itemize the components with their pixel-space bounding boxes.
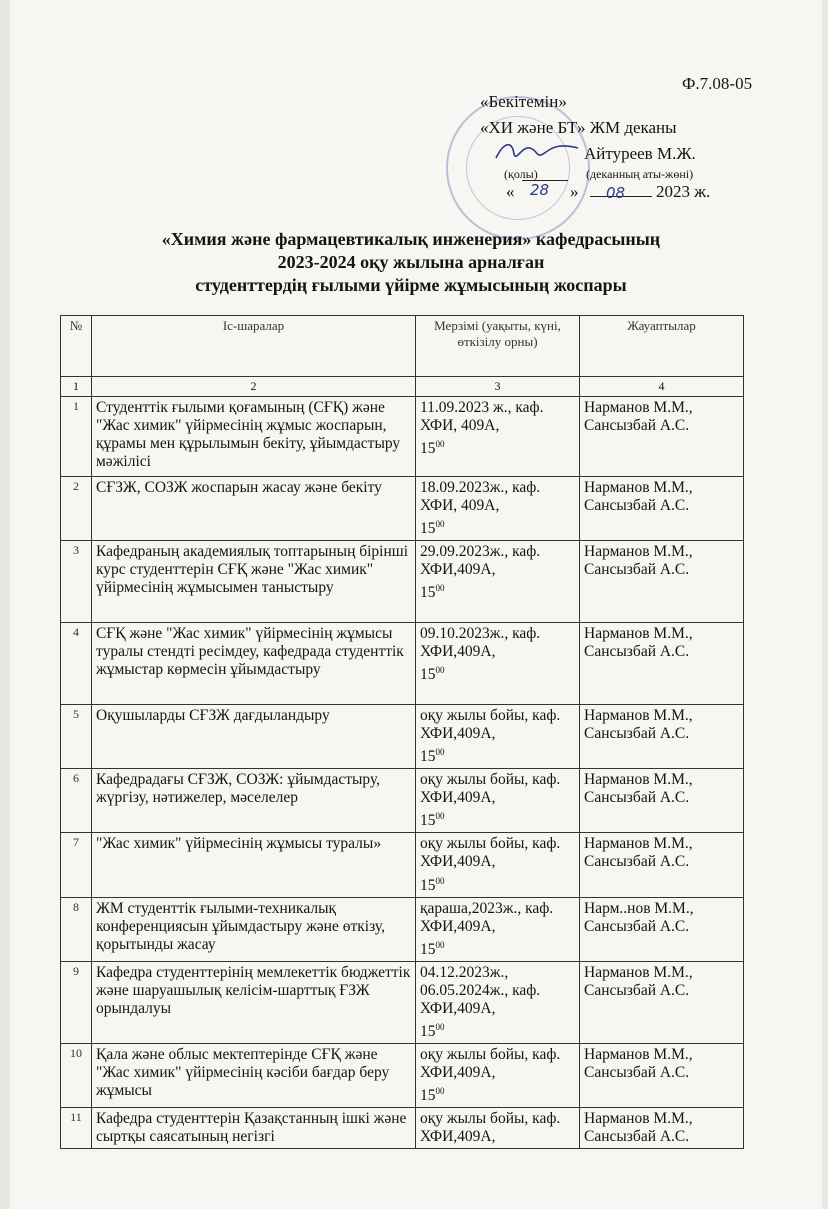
- row-time-minutes: 00: [435, 519, 445, 529]
- row-number: 7: [61, 833, 92, 897]
- row-time: [420, 812, 445, 829]
- document-title: [40, 228, 782, 297]
- row-time-minutes: 00: [435, 1085, 445, 1096]
- title-line-1: «Химия және фармацевтикалық инженерия» кафедрасының: [161, 229, 661, 249]
- row-time: [420, 877, 445, 894]
- table-row: [61, 961, 744, 1043]
- row-number: 5: [61, 705, 92, 769]
- row-date: [416, 833, 580, 897]
- approval-year: 2023 ж.: [656, 182, 711, 201]
- table-row: [61, 397, 744, 477]
- row-responsible: Нарманов М.М., Сансызбай А.С.: [580, 397, 744, 477]
- table-row: [61, 769, 744, 833]
- row-date: [416, 897, 580, 961]
- row-time-hour: 15: [420, 876, 436, 894]
- row-time-minutes: 00: [435, 583, 445, 594]
- date-close-quote: »: [570, 182, 579, 201]
- row-number: 10: [61, 1043, 92, 1107]
- table-row: [61, 833, 744, 897]
- table-row: [61, 1108, 744, 1149]
- row-activity: СҒЗЖ, СОЗЖ жоспарын жасау және бекіту: [92, 477, 416, 541]
- approver-position: «ХИ және БТ» ЖМ деканы: [480, 118, 677, 137]
- signature-icon: [492, 136, 582, 166]
- row-number: 3: [61, 541, 92, 623]
- row-date: [416, 397, 580, 477]
- row-activity: Студенттік ғылыми қоғамының (СҒҚ) және "Жас химик" үйірмесінің жұмыс жоспарын, құрамы мен құрылымын бекіту, ұйымдастыру мәжілісі: [92, 397, 416, 477]
- row-date-text: 18.09.2023ж., каф. ХФИ, 409А,: [420, 479, 541, 514]
- column-number: 4: [580, 377, 744, 397]
- row-activity: Қала және облыс мектептерінде СҒҚ және "Жас химик" үйірмесінің кәсіби бағдар беру жұмысы: [92, 1043, 416, 1107]
- approve-word: «Бекітемін»: [480, 92, 567, 111]
- table-row: [61, 1043, 744, 1107]
- row-responsible: Нарманов М.М., Сансызбай А.С.: [580, 961, 744, 1043]
- approver-name: Айтуреев М.Ж.: [584, 144, 696, 163]
- row-time-hour: 15: [420, 1087, 436, 1105]
- row-date-text: 11.09.2023 ж., каф. ХФИ, 409А,: [420, 399, 544, 434]
- row-responsible: Нарманов М.М., Сансызбай А.С.: [580, 623, 744, 705]
- row-activity: Кафедраның академиялық топтарының бірінші курс студенттерін СҒҚ және "Жас химик" үйірмесінің жұмысымен таныстыру: [92, 541, 416, 623]
- row-responsible: Нарманов М.М., Сансызбай А.С.: [580, 1043, 744, 1107]
- row-number: 11: [61, 1108, 92, 1149]
- approval-block: [10, 0, 822, 230]
- column-number-row: [61, 377, 744, 397]
- row-number: 9: [61, 961, 92, 1043]
- header-no: №: [61, 316, 92, 377]
- header-activity: Іс-шаралар: [92, 316, 416, 377]
- row-date-text: оқу жылы бойы, каф. ХФИ,409А,: [420, 835, 561, 871]
- row-time-hour: 15: [420, 584, 436, 602]
- row-date-text: 29.09.2023ж., каф. ХФИ,409А,: [420, 543, 541, 579]
- row-number: 4: [61, 623, 92, 705]
- table-header-row: [61, 316, 744, 377]
- row-responsible: Нарманов М.М., Сансызбай А.С.: [580, 477, 744, 541]
- row-time: [420, 584, 445, 601]
- row-responsible: Нарманов М.М., Сансызбай А.С.: [580, 705, 744, 769]
- row-time-hour: 15: [420, 520, 436, 538]
- row-time-hour: 15: [420, 940, 436, 958]
- row-activity: Кафедрадағы СҒЗЖ, СОЗЖ: ұйымдастыру, жүргізу, нәтижелер, мәселелер: [92, 769, 416, 833]
- row-time-hour: 15: [420, 666, 436, 684]
- row-responsible: Нарм..нов М.М., Сансызбай А.С.: [580, 897, 744, 961]
- row-time: [420, 1087, 445, 1104]
- row-time-minutes: 00: [435, 665, 445, 676]
- form-code: Ф.7.08-05: [682, 74, 753, 93]
- table-row: [61, 623, 744, 705]
- document-sheet: [10, 0, 822, 1209]
- title-line-3: студенттердің ғылыми үйірме жұмысының жоспары: [195, 275, 627, 295]
- row-time-minutes: 00: [435, 439, 445, 449]
- column-number: 2: [92, 377, 416, 397]
- row-time-minutes: 00: [435, 811, 445, 822]
- plan-table: [60, 315, 744, 1149]
- row-date-text: қараша,2023ж., каф. ХФИ,409А,: [420, 899, 554, 935]
- row-time-minutes: 00: [435, 939, 445, 950]
- approval-day: 28: [530, 181, 550, 199]
- row-date-text: оқу жылы бойы, каф. ХФИ,409А,: [420, 1045, 561, 1081]
- row-number: 2: [61, 477, 92, 541]
- row-responsible: Нарманов М.М., Сансызбай А.С.: [580, 1108, 744, 1149]
- row-activity: Оқушыларды СҒЗЖ дағдыландыру: [92, 705, 416, 769]
- row-responsible: Нарманов М.М., Сансызбай А.С.: [580, 769, 744, 833]
- row-date: [416, 961, 580, 1043]
- row-time: [420, 1023, 445, 1040]
- row-number: 1: [61, 397, 92, 477]
- row-date: [416, 1108, 580, 1149]
- signature-caption: (қолы): [504, 167, 538, 181]
- row-activity: Кафедра студенттерін Қазақстанның ішкі және сыртқы саясатының негізгі: [92, 1108, 416, 1149]
- row-activity: ЖМ студенттік ғылыми-техникалық конференциясын ұйымдастыру және өткізу, қорытынды жасау: [92, 897, 416, 961]
- row-time-hour: 15: [420, 440, 436, 458]
- row-activity: СҒҚ және "Жас химик" үйірмесінің жұмысы туралы стендті ресімдеу, кафедрада студенттік жұмыстар көрмесін ұйымдастыру: [92, 623, 416, 705]
- row-date: [416, 705, 580, 769]
- row-date: [416, 623, 580, 705]
- row-number: 6: [61, 769, 92, 833]
- date-open-quote: «: [506, 182, 515, 201]
- row-date-text: 04.12.2023ж., 06.05.2024ж., каф. ХФИ,409А,: [420, 963, 541, 1017]
- row-date-text: оқу жылы бойы, каф. ХФИ,409А,: [420, 771, 561, 807]
- row-time-minutes: 00: [435, 1021, 445, 1032]
- row-activity: Кафедра студенттерінің мемлекеттік бюджеттік және шаруашылық келісім-шарттық ҒЗЖ орындалуы: [92, 961, 416, 1043]
- row-time: [420, 666, 445, 683]
- table-row: [61, 541, 744, 623]
- column-number: 3: [416, 377, 580, 397]
- row-time-hour: 15: [420, 748, 436, 766]
- row-time-minutes: 00: [435, 875, 445, 886]
- header-responsible: Жауаптылар: [580, 316, 744, 377]
- row-time-hour: 15: [420, 1022, 436, 1040]
- row-date-text: оқу жылы бойы, каф. ХФИ,409А,: [420, 707, 561, 743]
- row-date: [416, 477, 580, 541]
- title-line-2: 2023-2024 оқу жылына арналған: [277, 252, 545, 272]
- row-number: 8: [61, 897, 92, 961]
- approval-month: 08: [606, 184, 626, 202]
- row-time: [420, 440, 445, 457]
- row-activity: "Жас химик" үйірмесінің жұмысы туралы»: [92, 833, 416, 897]
- row-date: [416, 1043, 580, 1107]
- column-number: 1: [61, 377, 92, 397]
- row-time-hour: 15: [420, 812, 436, 830]
- row-time: [420, 520, 445, 537]
- header-date: Мерзімі (уақыты, күні, өткізілу орны): [416, 316, 580, 377]
- row-responsible: Нарманов М.М., Сансызбай А.С.: [580, 541, 744, 623]
- row-time: [420, 941, 445, 958]
- row-date-text: 09.10.2023ж., каф. ХФИ,409А,: [420, 625, 541, 661]
- table-row: [61, 705, 744, 769]
- row-responsible: Нарманов М.М., Сансызбай А.С.: [580, 833, 744, 897]
- row-date-text: оқу жылы бойы, каф. ХФИ,409А,: [420, 1110, 561, 1146]
- row-time: [420, 748, 445, 765]
- row-date: [416, 769, 580, 833]
- table-row: [61, 897, 744, 961]
- table-row: [61, 477, 744, 541]
- row-date: [416, 541, 580, 623]
- row-time-minutes: 00: [435, 747, 445, 758]
- name-caption: (деканның аты-жөні): [586, 167, 694, 181]
